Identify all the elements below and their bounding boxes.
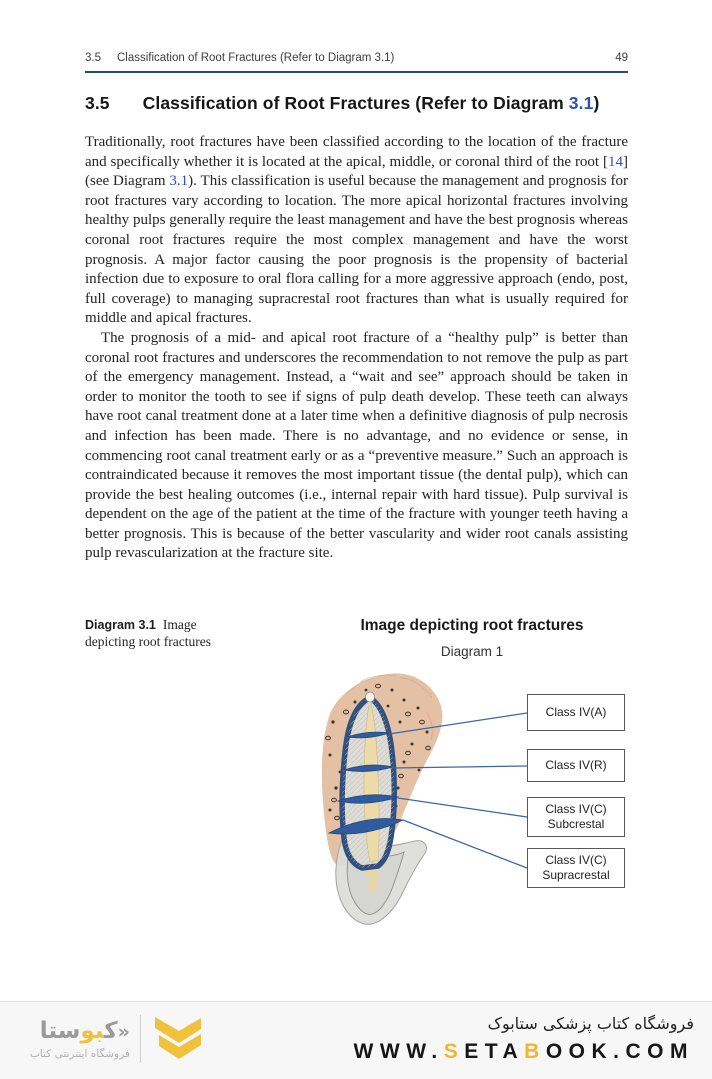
logo-wordmark	[40, 1018, 130, 1045]
class-label: Class IV(C)	[545, 853, 607, 867]
apex-opening	[366, 692, 375, 702]
class-label: Class IV(R)	[545, 758, 607, 772]
logo-chevron-icon	[151, 1013, 205, 1065]
label-box-class-iv-c-supracrestal	[527, 848, 625, 888]
footer-right	[354, 1014, 694, 1064]
website-part: WWW.	[353, 1040, 444, 1063]
connector-line-3	[398, 798, 527, 817]
footer-website-link[interactable]	[354, 1040, 694, 1064]
heading-number: 3.5	[85, 93, 110, 113]
diagram-ref-link-31[interactable]: 3.1	[169, 173, 189, 190]
paragraph1-text-3: ). This classification is useful because the management and prognosis for root fractures vary according to location. The more apical horizontal fractures involving healthy pulps generally require the least management and have the best prognosis whereas coronal root fractures require the most complex management and have the worst prognosis. A major factor causing the poor prognosis is the propensity of bacterial infection due to exposure to oral flora calling for a more aggressive approach (endo, post, full coverage) to managing supracrestal root fractures than what is usually required for middle and apical fractures.	[85, 173, 628, 327]
running-head	[85, 52, 628, 64]
logo-guillemet: «	[117, 1021, 130, 1043]
body-paragraph-1	[85, 133, 628, 329]
class-sublabel: Subcrestal	[547, 817, 605, 831]
label-box-class-iv-a	[527, 694, 625, 731]
figure-head	[282, 617, 662, 659]
class-label: Class IV(A)	[545, 705, 607, 719]
header-rule	[85, 71, 628, 73]
class-label: Class IV(C)	[545, 802, 607, 816]
website-part-accent: B	[524, 1040, 546, 1063]
figure-subtitle: Diagram 1	[440, 644, 504, 659]
website-part-accent: S	[443, 1040, 465, 1063]
running-head-page-number: 49	[615, 52, 628, 64]
logo-divider	[140, 1015, 141, 1063]
root-graphic	[342, 692, 394, 868]
setabook-logo	[30, 1013, 205, 1065]
paragraph1-text-1: Traditionally, root fractures have been classified according to the location of the fracture and specifically whether it is located at the apical, middle, or coronal third of the root [	[85, 134, 628, 170]
website-part: OOK.COM	[545, 1040, 694, 1063]
wordmark-mid: بو	[80, 1018, 105, 1044]
footer	[0, 1001, 712, 1079]
running-head-section-number: 3.5	[85, 52, 101, 64]
label-box-class-iv-c-subcrestal	[527, 797, 625, 837]
wordmark-right: ستا	[39, 1018, 81, 1044]
figure-title: Image depicting root fractures	[360, 617, 584, 634]
heading-title-close: )	[593, 93, 600, 113]
body-text	[85, 133, 628, 564]
wordmark-left: ک	[104, 1018, 118, 1044]
class-sublabel: Supracrestal	[542, 868, 610, 882]
logo-wordmark-block	[30, 1018, 130, 1060]
section-heading	[85, 93, 645, 114]
body-paragraph-2: The prognosis of a mid- and apical root fracture of a “healthy pulp” is better than coronal root fractures and underscores the recommendation to not remove the pulp as part of the emergency management. Instead, a “wait and see” approach should be taken in order to monitor the tooth to see if signs of pulp death develop. These teeth can always have root canal treatment done at a later time when a definitive diagnosis of pulp necrosis and infection has been made. There is no advantage, and no evidence or sense, in commencing root canal treatment early or as a “preventive measure.” Such an approach is contraindicated because it removes the most important tissue (the dental pulp), which can provide the best healing outcomes (i.e., internal repair with hard tissue). Pulp survival is dependent on the age of the patient at the time of the fracture with younger teeth having a better prognosis. This is because of the better vascularity and wider root canals assisting pulp revascularization at the fracture site.	[85, 329, 628, 562]
heading-diagram-ref-link[interactable]: 3.1	[568, 93, 594, 113]
label-box-class-iv-r	[527, 749, 625, 782]
figure-caption	[85, 617, 243, 650]
logo-tagline: فروشگاه اینترنتی کتاب	[30, 1048, 130, 1060]
caption-label: Diagram 3.1	[85, 618, 156, 632]
citation-link-14[interactable]: 14	[608, 153, 623, 170]
website-part: ETA	[464, 1040, 525, 1063]
paragraph1-text-2: ] (see Diagram	[85, 153, 628, 190]
heading-title: Classification of Root Fractures (Refer to Diagram	[142, 93, 569, 113]
caption-text: Image depicting root fractures	[85, 617, 211, 649]
running-head-title: Classification of Root Fractures (Refer to Diagram 3.1)	[117, 52, 395, 64]
footer-store-name: فروشگاه کتاب پزشکی ستابوک	[487, 1014, 694, 1033]
